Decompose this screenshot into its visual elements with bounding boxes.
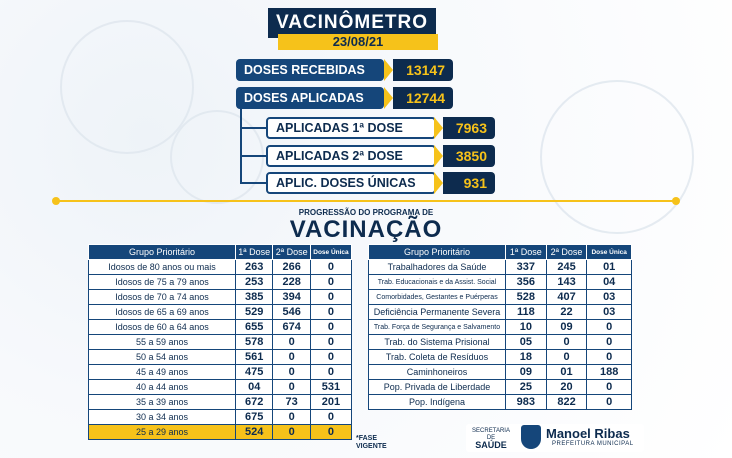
background-virus-decoration — [60, 20, 194, 154]
group-name-cell: Idosos de 75 a 79 anos — [89, 275, 236, 290]
table-row — [89, 290, 352, 305]
section-subtitle: PROGRESSÃO DO PROGRAMA DE — [298, 208, 434, 217]
background-virus-decoration — [170, 110, 264, 204]
single-dose-label: APLIC. DOSES ÚNICAS — [266, 172, 436, 194]
table-row — [89, 260, 352, 275]
dose-value-cell: 356 — [506, 275, 547, 290]
dose-value-cell: 475 — [236, 365, 273, 380]
table-row — [369, 395, 632, 410]
page-title: VACINÔMETRO — [268, 8, 436, 38]
dose-value-cell: 528 — [506, 290, 547, 305]
secretaria-top-text: SECRETARIA DE — [472, 428, 510, 441]
city-crest-icon — [521, 425, 541, 449]
report-date: 23/08/21 — [278, 34, 438, 50]
background-virus-decoration — [540, 80, 694, 234]
group-name-cell: 45 a 49 anos — [89, 365, 236, 380]
dose-value-cell: 407 — [546, 290, 587, 305]
doses-applied-value: 12744 — [393, 87, 453, 109]
dose-value-cell: 0 — [273, 410, 310, 425]
column-header: Dose Única — [587, 245, 632, 260]
dose-value-cell: 578 — [236, 335, 273, 350]
dose-value-cell: 337 — [506, 260, 547, 275]
dose-value-cell: 0 — [546, 350, 587, 365]
group-name-cell: 55 a 59 anos — [89, 335, 236, 350]
group-name-cell: Caminhoneiros — [369, 365, 506, 380]
group-name-cell: Idosos de 60 a 64 anos — [89, 320, 236, 335]
dose-value-cell: 228 — [273, 275, 310, 290]
tree-connector-vertical — [240, 109, 242, 183]
dose-value-cell: 524 — [236, 425, 273, 440]
dose-value-cell: 672 — [236, 395, 273, 410]
tree-connector-horizontal — [240, 155, 266, 157]
group-name-cell: Trab. do Sistema Prisional — [369, 335, 506, 350]
dose-value-cell: 655 — [236, 320, 273, 335]
dose-value-cell: 01 — [546, 365, 587, 380]
table-row — [369, 260, 632, 275]
dose-value-cell: 561 — [236, 350, 273, 365]
table-row — [89, 320, 352, 335]
dose-value-cell: 22 — [546, 305, 587, 320]
dose-value-cell: 0 — [546, 335, 587, 350]
column-header: Grupo Prioritário — [89, 245, 236, 260]
table-row — [89, 410, 352, 425]
dose-value-cell: 983 — [506, 395, 547, 410]
tree-connector-horizontal — [240, 127, 266, 129]
left-priority-groups-table — [88, 244, 352, 440]
dose-value-cell: 0 — [273, 425, 310, 440]
dose-value-cell: 0 — [587, 320, 632, 335]
dose-value-cell: 394 — [273, 290, 310, 305]
dose-value-cell: 0 — [310, 305, 351, 320]
column-header: 1ª Dose — [506, 245, 547, 260]
dose1-value: 7963 — [443, 117, 495, 139]
secretaria-logo — [472, 428, 510, 449]
dose-value-cell: 143 — [546, 275, 587, 290]
group-name-cell: Trabalhadores da Saúde — [369, 260, 506, 275]
divider-dot — [672, 197, 680, 205]
group-name-cell: Pop. Indígena — [369, 395, 506, 410]
group-name-cell: 30 a 34 anos — [89, 410, 236, 425]
dose-value-cell: 266 — [273, 260, 310, 275]
table-row — [89, 335, 352, 350]
dose-value-cell: 0 — [587, 350, 632, 365]
secretaria-bottom-text: SAÚDE — [475, 440, 507, 450]
dose-value-cell: 0 — [273, 380, 310, 395]
table-row — [369, 335, 632, 350]
dose-value-cell: 0 — [273, 365, 310, 380]
dose-value-cell: 03 — [587, 305, 632, 320]
dose-value-cell: 0 — [273, 335, 310, 350]
doses-received-value: 13147 — [393, 59, 453, 81]
dose2-value: 3850 — [443, 145, 495, 167]
dose-value-cell: 0 — [310, 410, 351, 425]
table-row — [369, 275, 632, 290]
group-name-cell: Trab. Força de Segurança e Salvamento — [369, 320, 506, 335]
column-header: Grupo Prioritário — [369, 245, 506, 260]
dose-value-cell: 263 — [236, 260, 273, 275]
dose-value-cell: 529 — [236, 305, 273, 320]
dose-value-cell: 10 — [506, 320, 547, 335]
dose-value-cell: 822 — [546, 395, 587, 410]
arrow-icon — [384, 59, 393, 81]
footnote-line: *FASE — [356, 435, 378, 442]
city-name: Manoel Ribas — [546, 426, 630, 441]
dose-value-cell: 18 — [506, 350, 547, 365]
dose-value-cell: 0 — [310, 425, 351, 440]
table-row — [89, 425, 352, 440]
footnote-line: VIGENTE — [356, 443, 387, 450]
prefeitura-text: PREFEITURA MUNICIPAL — [552, 441, 634, 447]
column-header: 1ª Dose — [236, 245, 273, 260]
dose-value-cell: 05 — [506, 335, 547, 350]
dose2-label: APLICADAS 2ª DOSE — [266, 145, 436, 167]
dose-value-cell: 0 — [310, 260, 351, 275]
dose-value-cell: 0 — [310, 350, 351, 365]
dose-value-cell: 73 — [273, 395, 310, 410]
group-name-cell: Trab. Educacionais e da Assist. Social — [369, 275, 506, 290]
table-row — [369, 320, 632, 335]
dose-value-cell: 04 — [587, 275, 632, 290]
table-row — [89, 365, 352, 380]
dose-value-cell: 09 — [546, 320, 587, 335]
group-name-cell: Idosos de 70 a 74 anos — [89, 290, 236, 305]
table-row — [89, 380, 352, 395]
dose-value-cell: 0 — [310, 365, 351, 380]
dose-value-cell: 0 — [273, 350, 310, 365]
doses-applied-label: DOSES APLICADAS — [236, 87, 384, 109]
dose-value-cell: 0 — [587, 380, 632, 395]
column-header: Dose Única — [310, 245, 351, 260]
single-dose-value: 931 — [443, 172, 495, 194]
dose-value-cell: 01 — [587, 260, 632, 275]
group-name-cell: 35 a 39 anos — [89, 395, 236, 410]
dose-value-cell: 03 — [587, 290, 632, 305]
column-header: 2ª Dose — [273, 245, 310, 260]
dose-value-cell: 188 — [587, 365, 632, 380]
doses-received-label: DOSES RECEBIDAS — [236, 59, 384, 81]
dose-value-cell: 385 — [236, 290, 273, 305]
group-name-cell: Idosos de 80 anos ou mais — [89, 260, 236, 275]
group-name-cell: 25 a 29 anos — [89, 425, 236, 440]
dose-value-cell: 546 — [273, 305, 310, 320]
dose-value-cell: 25 — [506, 380, 547, 395]
dose-value-cell: 0 — [310, 290, 351, 305]
dose-value-cell: 675 — [236, 410, 273, 425]
dose-value-cell: 0 — [310, 320, 351, 335]
arrow-icon — [384, 87, 393, 109]
dose-value-cell: 674 — [273, 320, 310, 335]
dose-value-cell: 0 — [587, 395, 632, 410]
group-name-cell: Idosos de 65 a 69 anos — [89, 305, 236, 320]
table-row — [369, 380, 632, 395]
tree-connector-horizontal — [240, 182, 266, 184]
dose-value-cell: 0 — [587, 335, 632, 350]
dose-value-cell: 0 — [310, 275, 351, 290]
group-name-cell: Deficiência Permanente Severa — [369, 305, 506, 320]
table-row — [89, 275, 352, 290]
arrow-icon — [434, 145, 443, 167]
dose-value-cell: 531 — [310, 380, 351, 395]
table-row — [89, 395, 352, 410]
column-header: 2ª Dose — [546, 245, 587, 260]
group-name-cell: Trab. Coleta de Resíduos — [369, 350, 506, 365]
table-row — [369, 290, 632, 305]
table-row — [89, 305, 352, 320]
group-name-cell: Comorbidades, Gestantes e Puérperas — [369, 290, 506, 305]
table-row — [89, 350, 352, 365]
dose-value-cell: 04 — [236, 380, 273, 395]
arrow-icon — [434, 172, 443, 194]
dose-value-cell: 20 — [546, 380, 587, 395]
group-name-cell: 50 a 54 anos — [89, 350, 236, 365]
footnote — [356, 435, 387, 451]
group-name-cell: Pop. Privada de Liberdade — [369, 380, 506, 395]
section-title: VACINAÇÃO — [289, 216, 443, 243]
group-name-cell: 40 a 44 anos — [89, 380, 236, 395]
dose-value-cell: 245 — [546, 260, 587, 275]
dose1-label: APLICADAS 1ª DOSE — [266, 117, 436, 139]
dose-value-cell: 09 — [506, 365, 547, 380]
divider-line — [55, 200, 677, 202]
table-row — [369, 350, 632, 365]
dose-value-cell: 118 — [506, 305, 547, 320]
dose-value-cell: 0 — [310, 335, 351, 350]
right-priority-groups-table — [368, 244, 632, 410]
divider-dot — [52, 197, 60, 205]
table-row — [369, 305, 632, 320]
dose-value-cell: 201 — [310, 395, 351, 410]
table-row — [369, 365, 632, 380]
arrow-icon — [434, 117, 443, 139]
dose-value-cell: 253 — [236, 275, 273, 290]
